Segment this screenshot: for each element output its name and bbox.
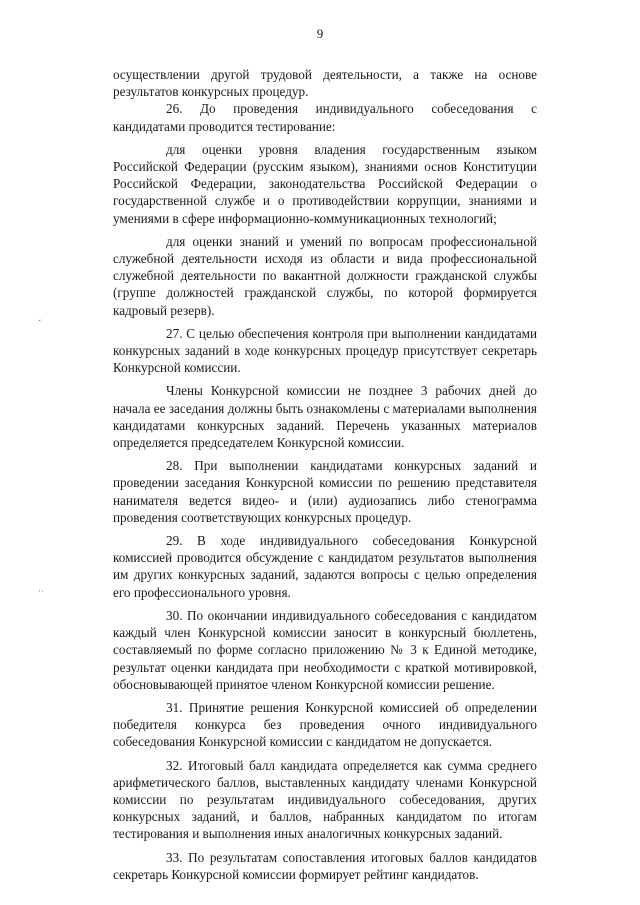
paragraph-28: 28. При выполнении кандидатами конкурсных заданий и проведении заседания Конкурсной комиссии по решению представителя нанимателя ведется видео- и (или) аудиозапись либо стенограмма проведения соответствующих конкурсных процедур. bbox=[113, 458, 537, 525]
document-body bbox=[113, 66, 537, 883]
paragraph-33: 33. По результатам сопоставления итоговых баллов кандидатов секретарь Конкурсной комиссии формирует рейтинг кандидатов. bbox=[113, 849, 537, 882]
paragraph-continuation: осуществлении другой трудовой деятельности, а также на основе результатов конкурсных процедур. bbox=[113, 67, 537, 100]
paragraph-26-item-1: для оценки уровня владения государственным языком Российской Федерации (русским языком), знаниями основ Конституции Российской Федерации, законодательства Российской Федерации о государственной службе и о противодействии коррупции, знаниями и умениями в сфере информационно-коммуникационных технологий; bbox=[113, 141, 537, 226]
page-number: 9 bbox=[316, 26, 324, 41]
paragraph-32: 32. Итоговый балл кандидата определяется как сумма среднего арифметического баллов, выставленных кандидату членами Конкурсной комиссии по результатам индивидуального собеседования, других конкурсных заданий, и баллов, набранных кандидатом по итогам тестирования и выполнения иных аналогичных конкурсных заданий. bbox=[113, 757, 537, 842]
paragraph-29: 29. В ходе индивидуального собеседования Конкурсной комиссией проводится обсуждение с кандидатом результатов выполнения им других конкурсных заданий, задаются вопросы с целью определения его профессионального уровня. bbox=[113, 533, 537, 600]
paragraph-30: 30. По окончании индивидуального собеседования с кандидатом каждый член Конкурсной комиссии заносит в конкурсный бюллетень, составляемый по форме согласно приложению № 3 к Единой методике, результат оценки кандидата при необходимости с краткой мотивировкой, обосновывающей принятое членом Конкурсной комиссии решение. bbox=[113, 607, 537, 692]
paragraph-26: 26. До проведения индивидуального собеседования с кандидатами проводится тестирование: bbox=[113, 101, 537, 134]
paragraph-27-members: Члены Конкурсной комиссии не позднее 3 рабочих дней до начала ее заседания должны быть ознакомлены с материалами выполнения кандидатами конкурсных заданий. Перечень указанных материалов определяется председателем Конкурсной комиссии. bbox=[113, 383, 537, 451]
margin-mark: ˇ bbox=[38, 318, 41, 328]
paragraph-27: 27. С целью обеспечения контроля при выполнении кандидатами конкурсных заданий в ходе конкурсных процедур присутствует секретарь Конкурсной комиссии. bbox=[113, 325, 537, 376]
paragraph-26-item-2: для оценки знаний и умений по вопросам профессиональной служебной деятельности исходя из области и вида профессиональной служебной деятельности по вакантной должности гражданской службы (группе должностей гражданской службы, по которой формируется кадровый резерв). bbox=[113, 233, 537, 318]
paragraph-31: 31. Принятие решения Конкурсной комиссией об определении победителя конкурса без проведения очного индивидуального собеседования Конкурсной комиссии с кандидатом не допускается. bbox=[113, 699, 537, 750]
margin-mark: ·· bbox=[38, 586, 44, 596]
